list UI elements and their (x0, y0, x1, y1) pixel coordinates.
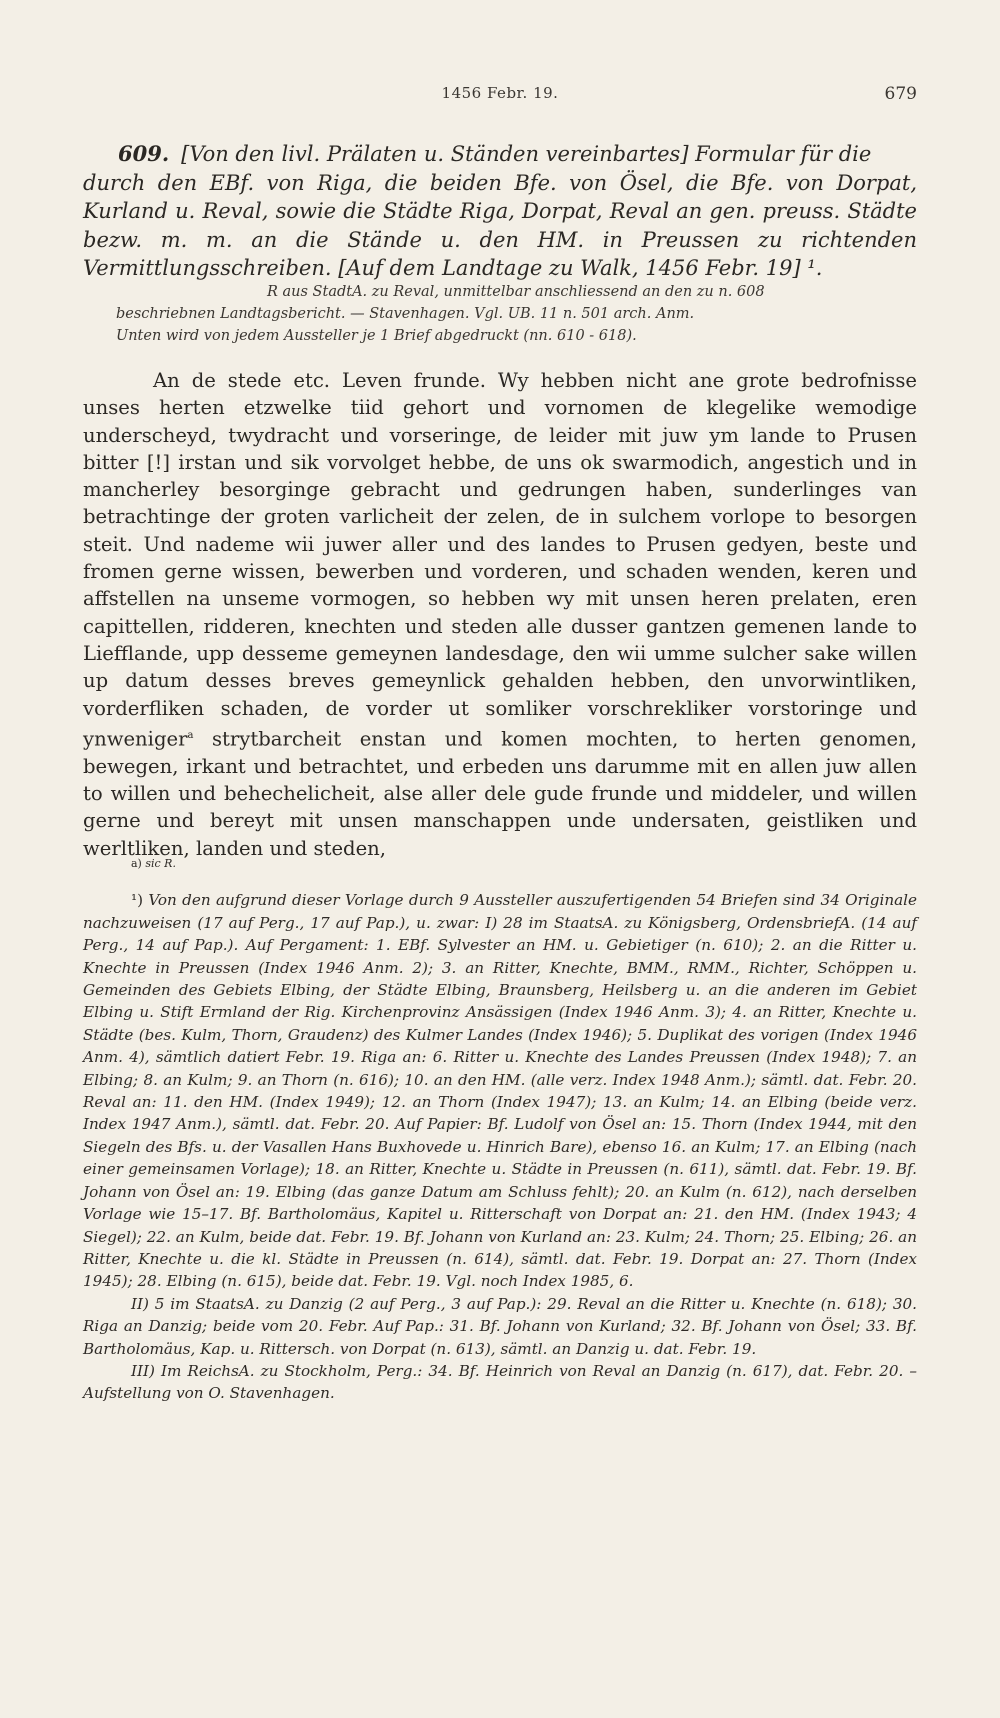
main-text-part-1: An de stede etc. Leven frunde. Wy hebben nicht ane grote bedrofnisse unses herten etzwelke tiid gehort und vornomen de klegelike wemodige underscheyd, twydracht und vorseringe, de leider mit juw ym lande to Prusen bitter [!] irstan und sik vorvolget hebbe, de uns ok swarmodich, angestich und in mancherley besorginge gebracht und gedrungen haben, sunderlinges van betrachtinge der groten varlicheit der zelen, de in sulchem vorlope to besorgen steit. Und nademe wii juwer aller und des landes to Prusen gedyen, beste und fromen gerne wissen, bewerben und vorderen, und schaden wenden, keren und affstellen na unseme vormogen, so hebben wy mit unsen heren prelaten, eren capittellen, ridderen, knechten und steden alle dusser gantzen gemenen lande to Liefflande, upp desseme gemeynen landesdage, den wii umme sulcher sake willen up datum desses breves gemeynlick gehalden hebben, den unvorwintliken, vorderfliken schaden, de vorder ut somliker vorschrekliker vorstoringe und ynweniger (83, 369, 917, 751)
footnote-1-text: Von den aufgrund dieser Vorlage durch 9 Aussteller auszufertigenden 54 Briefen sind 34 Originale nachzuweisen (17 auf Perg., 17 auf Pap.), u. zwar: I) 28 im StaatsA. zu Königsberg, OrdensbriefA. (14 auf Perg., 14 auf Pap.). Auf Pergament: 1. EBf. Sylvester an HM. u. Gebietiger (n. 610); 2. an die Ritter u. Knechte in Preussen (Index 1946 Anm. 2); 3. an Ritter, Knechte, BMM., RMM., Richter, Schöppen u. Gemeinden des Gebiets Elbing, der Städte Elbing, Braunsberg, Heilsberg u. an die anderen im Gebiet Elbing u. Stift Ermland der Rig. Kirchenprovinz Ansässigen (Index 1946 Anm. 3); 4. an Ritter, Knechte u. Städte (bes. Kulm, Thorn, Graudenz) des Kulmer Landes (Index 1946); 5. Duplikat des vorigen (Index 1946 Anm. 4), sämtlich datiert Febr. 19. Riga an: 6. Ritter u. Knechte des Landes Preussen (Index 1948); 7. an Elbing; 8. an Kulm; 9. an Thorn (n. 616); 10. an den HM. (alle verz. Index 1948 Anm.); sämtl. dat. Febr. 20. Reval an: 11. den HM. (Index 1949); 12. an Thorn (Index 1947); 13. an Kulm; 14. an Elbing (beide verz. Index 1947 Anm.), sämtl. dat. Febr. 20. Auf Papier: Bf. Ludolf von Ösel an: 15. Thorn (Index 1944, mit den Siegeln des Bfs. u. der Vasallen Hans Buxhovede u. Hinrich Bare), ebenso 16. an Kulm; 17. an Elbing (nach einer gemeinsamen Vorlage); 18. an Ritter, Knechte u. Städte in Preussen (n. 611), sämtl. dat. Febr. 19. Bf. Johann von Ösel an: 19. Elbing (das ganze Datum am Schluss fehlt); 20. an Kulm (n. 612), nach derselben Vorlage wie 15–17. Bf. Bartholomäus, Kapitel u. Ritterschaft von Dorpat an: 21. den HM. (Index 1943; 4 Siegel); 22. an Kulm, beide dat. Febr. 19. Bf. Johann von Kurland an: 23. Kulm; 24. Thorn; 25. Elbing; 26. an Ritter, Knechte u. die kl. Städte in Preussen (n. 614), sämtl. dat. Febr. 19. Dorpat an: 27. Thorn (Index 1945); 28. Elbing (n. 615), beide dat. Febr. 19. Vgl. noch Index 1985, 6. (83, 891, 918, 1291)
footnote-1-part-3: III) Im ReichsA. zu Stockholm, Perg.: 34. Bf. Heinrich von Reval an Danzig (n. 617), dat. Febr. 20. – Aufstellung von O. Stavenhagen. (83, 1361, 917, 1403)
document-heading (83, 140, 917, 283)
footnote-1-label: ¹) (131, 891, 144, 910)
footnote-a-text: sic R. (145, 857, 176, 870)
footnote-a (131, 853, 917, 875)
source-line-2: beschriebnen Landtagsbericht. — Stavenhagen. Vgl. UB. 11 n. 501 arch. Anm. (116, 306, 695, 322)
main-text (83, 367, 917, 862)
source-line-3: Unten wird von jedem Aussteller je 1 Brief abgedruckt (nn. 610 - 618). (116, 328, 637, 344)
source-note (116, 281, 917, 347)
heading-first-line: [Von den livl. Prälaten u. Ständen vereinbartes] Formular für die (181, 142, 872, 166)
heading-continuation: durch den EBf. von Riga, die beiden Bfe. von Ösel, die Bfe. von Dorpat, Kurland u. Reval, sowie die Städte Riga, Dorpat, Reval an gen. preuss. Städte bezw. m. m. an die Stände u. den HM. in Preussen zu richtenden Vermittlungsschreiben. [Auf dem Landtage zu Walk, 1456 Febr. 19] ¹. (83, 170, 917, 281)
document-number: 609. (118, 141, 170, 166)
footnote-1 (83, 889, 917, 1292)
footnote-1-part-2: II) 5 im StaatsA. zu Danzig (2 auf Perg., 3 auf Pap.): 29. Reval an die Ritter u. Knechte (n. 618); 30. Riga an Danzig; beide vom 20. Febr. Auf Pap.: 31. Bf. Johann von Kurland; 32. Bf. Johann von Ösel; 33. Bf. Bartholomäus, Kap. u. Rittersch. von Dorpat (n. 613), sämtl. an Danzig u. dat. Febr. 19. (83, 1294, 917, 1358)
footnote-a-label: a) (131, 857, 142, 870)
main-paragraph (83, 367, 917, 862)
header-date: 1456 Febr. 19. (441, 84, 559, 102)
main-text-part-2: strytbarcheit enstan und komen mochten, to herten genomen, bewegen, irkant und betrachtet, und erbeden uns darumme mit en allen juw allen to willen und behechelicheit, alse aller dele gude frunde und middeler, und willen gerne und bereyt mit unsen manschappen unde undersaten, geistliken und werltliken, landen und steden, (83, 727, 917, 860)
footnote-marker-a: a (187, 729, 194, 741)
source-line-1: R aus StadtA. zu Reval, unmittelbar anschliessend an den zu n. 608 (267, 284, 765, 300)
running-header (83, 84, 917, 108)
page-number: 679 (884, 84, 917, 104)
footnotes (83, 853, 917, 1405)
